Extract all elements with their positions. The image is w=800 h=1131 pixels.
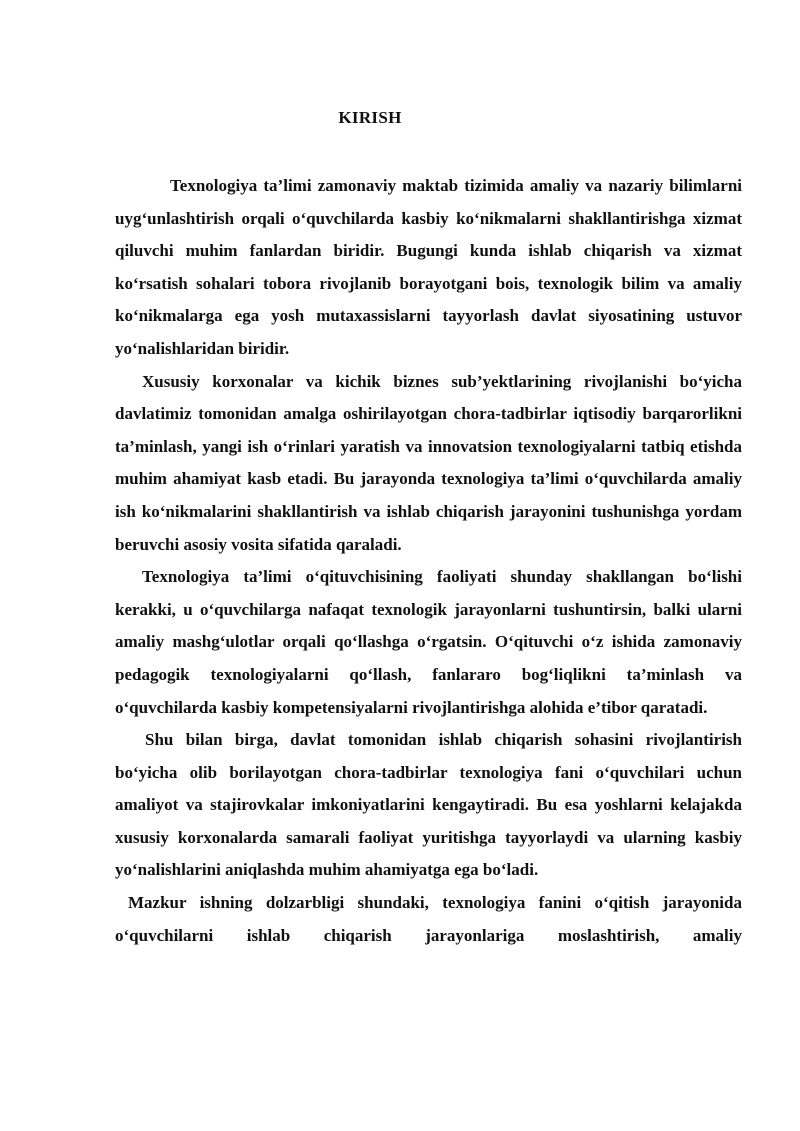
page-title: KIRISH [338, 108, 402, 127]
paragraph-1: Texnologiya ta’limi zamonaviy maktab tizimida amaliy va nazariy bilimlarni uyg‘unlashtirish orqali o‘quvchilarda kasbiy ko‘nikmalarni shakllantirishga xizmat qiluvchi muhim fanlardan biridir. Bugungi kunda ishlab chiqarish va xizmat ko‘rsatish sohalari tobora rivojlanib borayotgani bois, texnologik bilim va amaliy ko‘nikmalarga ega yosh mutaxassislarni tayyorlash davlat siyosatining ustuvor yo‘nalishlaridan biridir. [115, 176, 742, 358]
paragraph-4: Shu bilan birga, davlat tomonidan ishlab chiqarish sohasini rivojlantirish bo‘yicha olib borilayotgan chora-tadbirlar texnologiya fani o‘quvchilari uchun amaliyot va stajirovkalar imkoniyatlarini kengaytiradi. Bu esa yoshlarni kelajakda xususiy korxonalarda samarali faoliyat yuritishga tayyorlaydi va ularning kasbiy yo‘nalishlarini aniqlashda muhim ahamiyatga ega bo‘ladi. [115, 730, 742, 880]
paragraph-2: Xususiy korxonalar va kichik biznes sub’yektlarining rivojlanishi bo‘yicha davlatimiz tomonidan amalga oshirilayotgan chora-tadbirlar iqtisodiy barqarorlikni ta’minlash, yangi ish o‘rinlari yaratish va innovatsion texnologiyalarni tatbiq etishda muhim ahamiyat kasb etadi. Bu jarayonda texnologiya ta’limi o‘quvchilarda amaliy ish ko‘nikmalarini shakllantirish va ishlab chiqarish jarayonini tushunishga yordam beruvchi asosiy vosita sifatida qaraladi. [115, 371, 742, 554]
paragraph-5: Mazkur ishning dolzarbligi shundaki, texnologiya fanini o‘qitish jarayonida o‘quvchilarni ishlab chiqarish jarayonlariga moslashtirish, amaliy [115, 893, 742, 945]
paragraph-3: Texnologiya ta’limi o‘qituvchisining faoliyati shunday shakllangan bo‘lishi kerakki, u o‘quvchilarga nafaqat texnologik jarayonlarni tushuntirsin, balki ularni amaliy mashg‘ulotlar orqali qo‘llashga o‘rgatsin. O‘qituvchi o‘z ishida zamonaviy pedagogik texnologiyalarni qo‘llash, fanlararo bog‘liqlikni ta’minlash va o‘quvchilarda kasbiy kompetensiyalarni rivojlantirishga alohida e’tibor qaratadi. [115, 567, 742, 717]
document-body [115, 170, 742, 952]
